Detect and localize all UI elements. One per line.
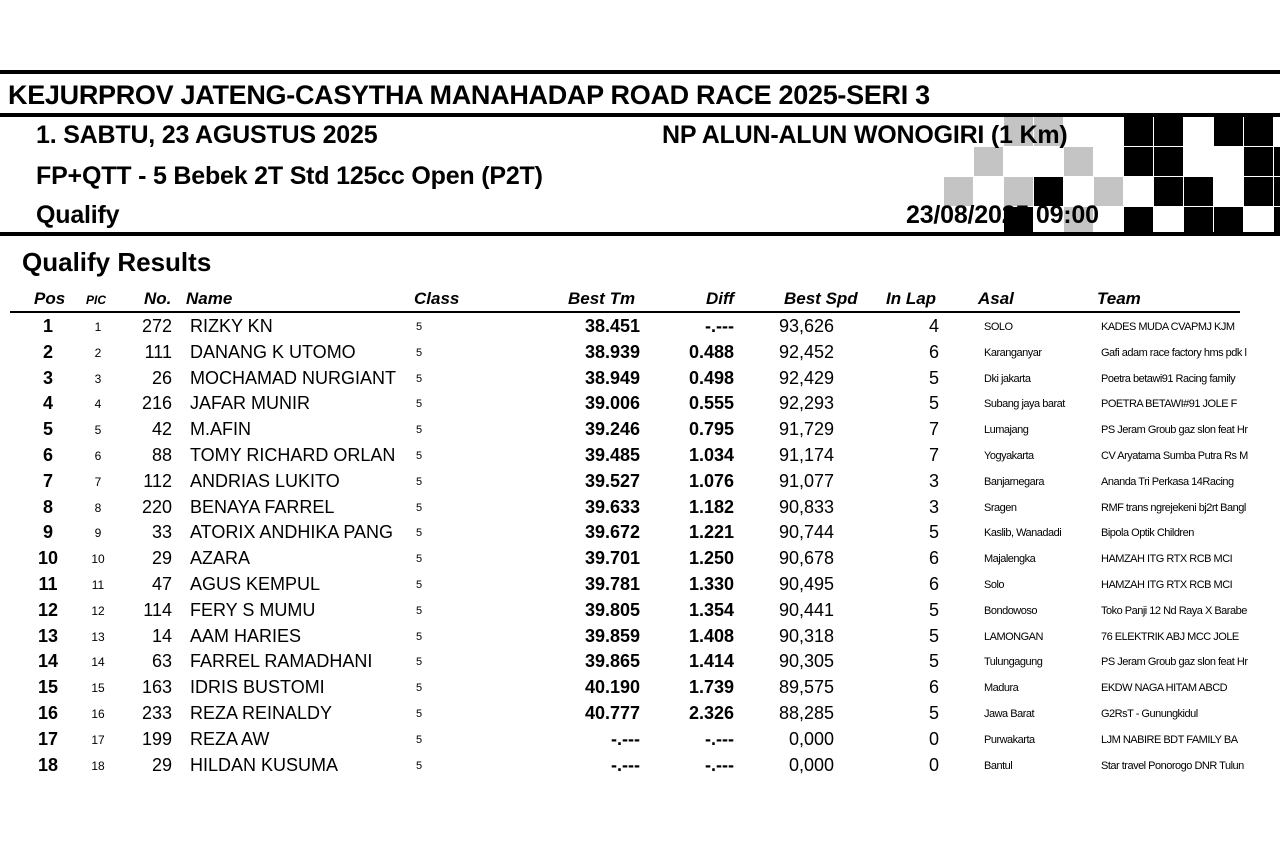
row-number: 272 [141,316,172,336]
row-number: 29 [151,754,172,775]
row-pic: 8 [94,500,102,515]
row-number: 112 [143,470,172,491]
row-best-speed: 90,833 [778,496,834,517]
row-class: 5 [416,604,423,617]
row-pos: 16 [37,703,59,723]
row-pic: 13 [91,629,105,644]
table-row [0,677,1280,703]
row-best-time: 40.190 [584,677,640,698]
row-number: 29 [151,548,172,569]
table-row [0,522,1280,548]
row-diff: -.--- [705,728,734,749]
col-in-lap: In Lap [886,289,937,308]
col-asal: Asal [978,289,1014,308]
row-pos: 12 [37,599,59,620]
flag-square [1244,147,1273,176]
row-class: 5 [416,424,423,437]
flag-square [1154,117,1183,146]
row-class: 5 [416,759,423,772]
row-diff: -.--- [705,316,734,336]
row-name: AGUS KEMPUL [190,574,321,594]
row-name: REZA REINALDY [190,703,333,723]
row-in-lap: 5 [928,599,939,620]
flag-square [1064,147,1093,176]
row-in-lap: 3 [928,470,939,491]
row-asal: Madura [984,682,1019,695]
row-in-lap: 5 [928,522,939,543]
flag-square [1244,177,1273,206]
row-pos: 3 [42,367,53,388]
row-name: MOCHAMAD NURGIANT [190,367,396,388]
row-best-speed: 88,285 [778,703,834,723]
row-pos: 10 [37,548,59,569]
row-asal: Sragen [984,501,1017,514]
row-team: LJM NABIRE BDT FAMILY BA [1101,733,1238,746]
row-pic: 18 [91,758,105,773]
flag-square [1184,207,1213,233]
table-row [0,316,1280,342]
col-no: No. [144,289,172,308]
row-in-lap: 5 [928,625,939,646]
row-diff: 1.408 [688,625,734,646]
row-pos: 5 [42,419,53,440]
row-number: 199 [141,728,172,749]
row-in-lap: 3 [928,496,939,517]
row-best-time: 39.246 [584,419,640,440]
row-best-time: 39.701 [584,548,640,569]
row-best-speed: 90,495 [778,574,834,594]
row-name: M.AFIN [190,419,251,440]
flag-square [1154,177,1183,206]
event-class: FP+QTT - 5 Bebek 2T Std 125cc Open (P2T) [36,162,543,190]
row-in-lap: 5 [928,393,939,414]
row-name: AZARA [190,548,251,569]
row-number: 233 [141,703,172,723]
row-class: 5 [416,708,423,720]
flag-square [1124,147,1153,176]
row-number: 26 [151,367,172,388]
row-name: RIZKY KN [190,316,273,336]
table-row [0,651,1280,677]
row-best-speed: 90,744 [778,522,834,543]
row-asal: Purwakarta [984,733,1035,746]
row-diff: 1.250 [688,548,734,569]
row-team: CV Aryatama Sumba Putra Rs M [1101,450,1248,462]
row-pic: 2 [94,345,102,360]
row-in-lap: 6 [928,677,939,698]
row-team: G2RsT - Gunungkidul [1101,708,1198,720]
row-team: Star travel Ponorogo DNR Tulun [1101,759,1244,772]
flag-square [1244,117,1273,146]
results-title: Qualify Results [22,247,212,277]
top-rule [0,70,1280,74]
table-row [0,497,1280,523]
row-pos: 14 [37,651,59,672]
row-asal: Banjarnegara [984,475,1045,488]
row-team: Gafi adam race factory hms pdk l [1101,346,1247,359]
row-pos: 13 [37,625,59,646]
row-team: EKDW NAGA HITAM ABCD [1101,682,1228,695]
row-class: 5 [416,372,423,385]
event-title: KEJURPROV JATENG-CASYTHA MANAHADAP ROAD RACE 2025-SERI 3 [8,80,930,110]
row-pic: 3 [94,371,102,386]
row-name: BENAYA FARREL [190,496,335,517]
column-header-rule [10,311,1240,313]
row-diff: 1.739 [688,677,734,698]
event-datetime: 23/08/2025 09:00 [906,201,1099,229]
row-best-time: 39.485 [584,445,640,465]
row-pic: 6 [94,449,102,463]
row-class: 5 [416,527,423,540]
row-in-lap: 0 [928,728,939,749]
row-asal: Yogyakarta [984,450,1034,462]
row-pic: 7 [94,474,102,489]
row-in-lap: 4 [928,316,939,336]
row-best-time: -.--- [611,754,640,775]
row-best-time: 39.781 [584,574,640,594]
row-asal: SOLO [984,321,1013,333]
row-diff: 1.330 [688,574,734,594]
row-pic: 10 [91,552,105,567]
row-team: POETRA BETAWI#91 JOLE F [1101,398,1237,411]
row-pos: 18 [37,754,59,775]
event-date: 1. SABTU, 23 AGUSTUS 2025 [36,121,378,149]
row-best-speed: 91,077 [778,470,834,491]
header-bottom-rule [0,232,1280,236]
row-best-speed: 90,318 [778,625,834,646]
col-diff: Diff [706,289,735,308]
row-asal: Majalengka [984,553,1036,566]
row-pos: 8 [42,496,53,517]
row-asal: Kaslib, Wanadadi [984,527,1062,540]
row-pos: 9 [42,522,53,543]
row-pos: 17 [37,728,59,749]
flag-square [1124,117,1153,146]
table-row [0,393,1280,419]
row-name: FERY S MUMU [190,599,316,620]
row-asal: Bantul [984,759,1013,772]
row-asal: Karanganyar [984,346,1042,359]
row-team: Poetra betawi91 Racing family [1101,372,1236,385]
flag-square [1184,177,1213,206]
row-in-lap: 6 [928,574,939,594]
row-pic: 9 [94,526,102,541]
row-team: PS Jeram Groub gaz slon feat Hr [1101,656,1248,669]
flag-square [1214,207,1243,233]
row-diff: 0.795 [688,419,734,440]
row-name: ANDRIAS LUKITO [190,470,340,491]
row-diff: 1.414 [688,651,734,672]
row-diff: 1.182 [688,496,734,517]
table-row [0,703,1280,729]
flag-square [1214,117,1243,146]
row-team: Ananda Tri Perkasa 14Racing [1101,475,1234,488]
row-class: 5 [416,656,423,669]
row-number: 42 [151,419,172,440]
row-class: 5 [416,733,423,746]
col-pos: Pos [34,289,66,308]
row-asal: Dki jakarta [984,372,1031,385]
row-team: Toko Panji 12 Nd Raya X Barabe [1101,604,1247,617]
row-best-time: 39.633 [584,496,640,517]
row-diff: 2.326 [688,703,734,723]
col-team: Team [1097,289,1141,308]
row-in-lap: 7 [928,419,939,440]
row-pic: 17 [91,732,105,747]
table-row [0,445,1280,471]
row-class: 5 [416,321,423,333]
row-class: 5 [416,630,423,643]
row-in-lap: 5 [928,367,939,388]
row-asal: Tulungagung [984,656,1043,669]
row-in-lap: 7 [928,445,939,465]
row-number: 47 [151,574,172,594]
row-number: 14 [151,625,172,646]
table-row [0,368,1280,394]
row-best-time: 39.527 [584,470,640,491]
row-class: 5 [416,501,423,514]
row-pos: 6 [42,445,53,465]
table-row [0,419,1280,445]
col-best-spd: Best Spd [784,289,858,308]
row-asal: Bondowoso [984,604,1037,617]
row-best-speed: 91,729 [778,419,834,440]
row-pos: 15 [37,677,59,698]
row-team: 76 ELEKTRIK ABJ MCC JOLE [1101,630,1239,643]
row-diff: 0.498 [688,367,734,388]
col-pic: PIC [86,293,107,307]
row-in-lap: 0 [928,754,939,775]
row-number: 33 [151,522,172,543]
row-best-speed: 92,293 [778,393,834,414]
flag-square [1274,147,1280,176]
row-pic: 16 [91,707,105,721]
row-class: 5 [416,398,423,411]
row-team: HAMZAH ITG RTX RCB MCI [1101,579,1233,591]
row-name: DANANG K UTOMO [190,341,356,362]
row-best-time: 40.777 [584,703,640,723]
row-asal: Solo [984,579,1005,591]
row-name: ATORIX ANDHIKA PANG [190,522,394,543]
flag-square [1274,207,1280,233]
row-best-time: 39.859 [584,625,640,646]
row-diff: 1.034 [688,445,734,465]
table-row [0,755,1280,781]
row-number: 114 [143,599,172,620]
col-best-tm: Best Tm [568,289,636,308]
row-name: HILDAN KUSUMA [190,754,339,775]
flag-square [1124,207,1153,233]
row-pic: 1 [94,320,102,334]
row-team: PS Jeram Groub gaz slon feat Hr [1101,424,1248,437]
row-best-speed: 93,626 [778,316,834,336]
row-in-lap: 5 [928,703,939,723]
row-best-speed: 92,429 [778,367,834,388]
row-name: TOMY RICHARD ORLAN [190,445,396,465]
row-pic: 4 [94,397,102,412]
row-pos: 4 [42,393,53,414]
row-team: KADES MUDA CVAPMJ KJM [1101,321,1235,333]
row-best-time: 38.939 [584,341,640,362]
row-class: 5 [416,682,423,695]
table-row [0,626,1280,652]
row-best-speed: 90,678 [778,548,834,569]
row-pos: 11 [38,574,58,594]
row-best-speed: 90,305 [778,651,834,672]
row-team: Bipola Optik Children [1101,527,1194,540]
row-diff: -.--- [705,754,734,775]
row-pos: 2 [42,341,53,362]
row-best-speed: 91,174 [778,445,834,465]
row-asal: LAMONGAN [984,630,1043,643]
event-session: Qualify [36,201,120,229]
row-number: 220 [141,496,172,517]
row-best-speed: 90,441 [778,599,834,620]
row-number: 63 [151,651,172,672]
row-best-speed: 0,000 [788,754,834,775]
flag-square [1154,147,1183,176]
row-number: 163 [141,677,172,698]
row-pic: 14 [91,655,105,670]
row-best-time: 39.672 [584,522,640,543]
table-row [0,600,1280,626]
row-best-time: -.--- [611,728,640,749]
flag-square [974,147,1003,176]
row-name: FARREL RAMADHANI [190,651,373,672]
row-pos: 1 [42,316,53,336]
row-best-speed: 89,575 [778,677,834,698]
row-asal: Subang jaya barat [984,398,1065,411]
row-best-time: 39.805 [584,599,640,620]
row-asal: Jawa Barat [984,708,1035,720]
row-asal: Lumajang [984,424,1029,437]
row-in-lap: 6 [928,341,939,362]
row-class: 5 [416,346,423,359]
event-venue: NP ALUN-ALUN WONOGIRI (1 Km) [662,121,1068,149]
row-name: REZA AW [190,728,270,749]
row-best-time: 39.865 [584,651,640,672]
row-number: 88 [151,445,172,465]
row-in-lap: 5 [928,651,939,672]
row-number: 216 [141,393,172,414]
row-best-speed: 0,000 [788,728,834,749]
table-row [0,574,1280,600]
row-team: RMF trans ngrejekeni bj2rt Bangl [1101,501,1246,514]
col-class: Class [414,289,460,308]
row-best-time: 38.949 [584,367,640,388]
col-name: Name [186,289,233,308]
row-class: 5 [416,450,423,462]
row-class: 5 [416,579,423,591]
row-best-time: 39.006 [584,393,640,414]
row-pic: 12 [91,603,105,618]
table-row [0,548,1280,574]
row-diff: 0.488 [688,341,734,362]
row-name: JAFAR MUNIR [190,393,311,414]
row-pic: 5 [94,423,102,438]
row-class: 5 [416,553,423,566]
row-diff: 0.555 [688,393,734,414]
row-pic: 15 [91,681,105,696]
row-name: IDRIS BUSTOMI [190,677,325,698]
table-row [0,471,1280,497]
row-best-time: 38.451 [584,316,640,336]
row-best-speed: 92,452 [778,341,834,362]
row-in-lap: 6 [928,548,939,569]
flag-square [1274,177,1280,206]
row-diff: 1.354 [688,599,734,620]
row-diff: 1.221 [688,522,734,543]
table-row [0,342,1280,368]
row-name: AAM HARIES [190,625,302,646]
row-number: 111 [144,341,172,362]
row-team: HAMZAH ITG RTX RCB MCI [1101,553,1233,566]
row-diff: 1.076 [688,470,734,491]
row-pic: 11 [91,578,105,592]
row-pos: 7 [42,470,53,491]
row-class: 5 [416,475,423,488]
table-row [0,729,1280,755]
